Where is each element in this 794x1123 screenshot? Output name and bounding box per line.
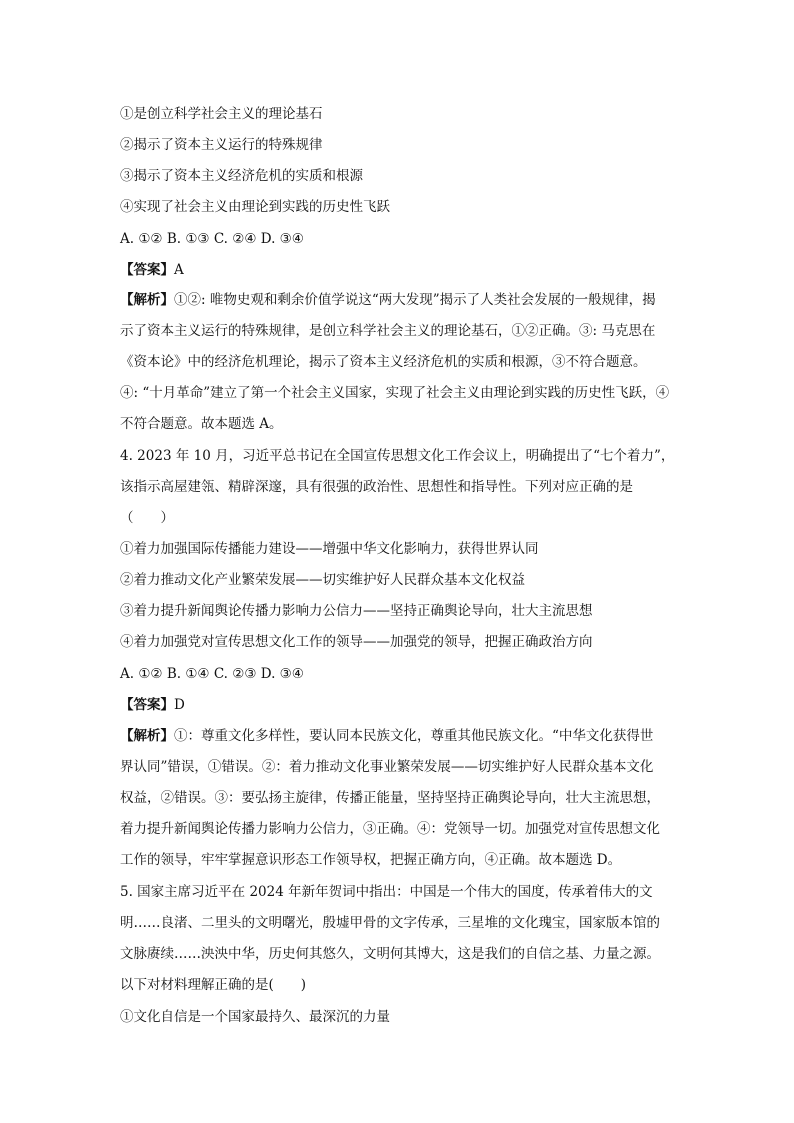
q4-analysis-line-2: 界认同”错误，①错误。②：着力推动文化事业繁荣发展——切实维护好人民群众基本文化: [120, 759, 654, 775]
q4-analysis-text-1: ①：尊重文化多样性，要认同本民族文化，尊重其他民族文化。“中华文化获得世: [174, 728, 654, 744]
q4-answer: [120, 695, 185, 715]
q4-analysis: [120, 721, 680, 876]
q4-option-2: ②着力推动文化产业繁荣发展——切实维护好人民群众基本文化权益: [120, 572, 525, 588]
q3-analysis-line-2: 示了资本主义运行的特殊规律，是创立科学社会主义的理论基石，①②正确。③: 马克思在: [120, 323, 656, 339]
q3-analysis-line-3: 《资本论》中的经济危机理论，揭示了资本主义经济危机的实质和根源，③不符合题意。: [120, 354, 647, 370]
q4-option-1: ①着力加强国际传播能力建设——增强中华文化影响力，获得世界认同: [120, 541, 539, 557]
q4-option-4: ④着力加强党对宣传思想文化工作的领导——加强党的领导，把握正确政治方向: [120, 634, 593, 650]
q3-analysis-text-1: ①②: 唯物史观和剩余价值学说这“两大发现”揭示了人类社会发展的一般规律，揭: [174, 292, 656, 308]
q5-stem-line-4: 以下对材料理解正确的是( ): [120, 977, 307, 993]
q4-option-3: ③着力提升新闻舆论传播力影响力公信力——坚持正确舆论导向，壮大主流思想: [120, 603, 593, 619]
q5-option-1: ①文化自信是一个国家最持久、最深沉的力量: [120, 1009, 390, 1025]
q4-stem: [120, 441, 680, 534]
q4-answer-tag: 【答案】: [120, 697, 174, 713]
q5-stem-line-3: 文脉赓续……泱泱中华，历史何其悠久，文明何其博大，这是我们的自信之基、力量之源。: [120, 946, 660, 962]
q4-analysis-line-3: 权益，②错误。③：要弘扬主旋律，传播正能量，坚持坚持正确舆论导向，壮大主流思想，: [120, 790, 660, 806]
q5-stem-line-2: 明……良渚、二里头的文明曙光，殷墟甲骨的文字传承，三星堆的文化瑰宝，国家版本馆的: [120, 915, 660, 931]
q4-analysis-line-5: 工作的领导，牢牢掌握意识形态工作领导权，把握正确方向，④正确。故本题选 D。: [120, 852, 622, 868]
q3-analysis: [120, 285, 680, 440]
q3-choices: A. ①② B. ①③ C. ②④ D. ③④: [120, 231, 304, 247]
q4-stem-line-1: 4. 2023 年 10 月，习近平总书记在全国宣传思想文化工作会议上，明确提出了“七个着力”，: [120, 448, 675, 464]
q3-option-2: ②揭示了资本主义运行的特殊规律: [120, 137, 323, 153]
q3-option-4: ④实现了社会主义由理论到实践的历史性飞跃: [120, 199, 390, 215]
q3-answer-tag: 【答案】: [120, 262, 174, 278]
q5-stem: [120, 877, 680, 1001]
q4-analysis-tag: 【解析】: [120, 728, 174, 744]
q5-stem-line-1: 5. 国家主席习近平在 2024 年新年贺词中指出：中国是一个伟大的国度，传承着伟大的文: [120, 884, 653, 900]
q4-answer-value: D: [174, 697, 185, 713]
q3-answer-value: A: [174, 262, 184, 278]
q3-option-1: ①是创立科学社会主义的理论基石: [120, 106, 323, 122]
q4-analysis-line-4: 着力提升新闻舆论传播力影响力公信力，③正确。④：党领导一切。加强党对宣传思想文化: [120, 821, 660, 837]
q4-stem-line-3: （ ）: [120, 510, 174, 526]
q4-stem-line-2: 该指示高屋建瓴、精辟深邃，具有很强的政治性、思想性和指导性。下列对应正确的是: [120, 479, 633, 495]
q3-analysis-line-5: 不符合题意。故本题选 A。: [120, 416, 283, 432]
q4-analysis-line-1: [120, 721, 680, 752]
q3-analysis-line-4: ④: “十月革命”建立了第一个社会主义国家，实现了社会主义由理论到实践的历史性飞跃，④: [120, 385, 670, 401]
q3-option-3: ③揭示了资本主义经济危机的实质和根源: [120, 168, 363, 184]
q3-analysis-tag: 【解析】: [120, 292, 174, 308]
q3-analysis-line-1: [120, 285, 680, 316]
q3-answer: [120, 260, 184, 280]
q4-choices: A. ①② B. ①④ C. ②③ D. ③④: [120, 666, 304, 682]
